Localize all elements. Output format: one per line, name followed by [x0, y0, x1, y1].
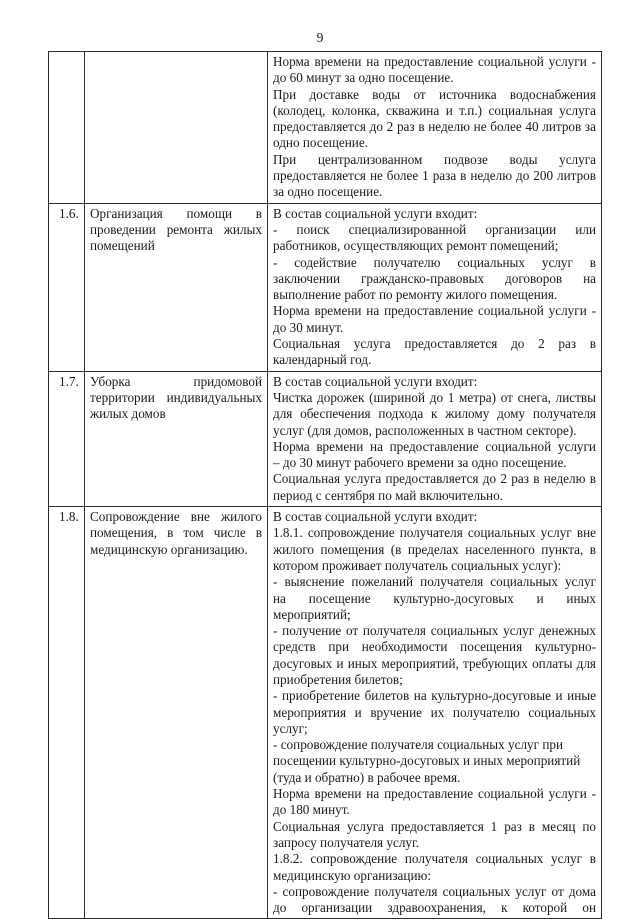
description-line: - приобретение билетов на культурно-досуговые и иные: [273, 688, 596, 704]
description-line: В состав социальной услуги входит:: [273, 373, 478, 389]
description-line: за одно посещение.: [273, 184, 383, 200]
description-line: Норма времени на предоставление социальной услуги -: [273, 303, 596, 319]
description-line: 1.8.1. сопровождение получателя социальных услуг вне: [273, 525, 596, 541]
description-line: Норма времени на предоставление социальной услуги -: [273, 54, 596, 69]
service-name-line: территории индивидуальных: [90, 389, 262, 405]
service-description: [268, 203, 602, 371]
table-row: [49, 507, 602, 919]
description-line: – до 30 минут рабочего времени за одно посещение.: [273, 455, 567, 471]
service-name: [85, 52, 268, 204]
description-line: приобретения билетов;: [273, 671, 403, 687]
description-line: Социальная услуга предоставляется до 2 раз в неделю в: [273, 471, 596, 487]
description-line: - содействие получателю социальных услуг в: [273, 254, 596, 270]
description-line: Социальная услуга предоставляется 1 раз в месяц по: [273, 818, 596, 834]
service-description: [268, 371, 602, 506]
table-row: [49, 371, 602, 506]
description-line: услуг (для домов, расположенных в частном секторе).: [273, 422, 577, 438]
description-line: медицинскую организацию:: [273, 867, 432, 883]
description-line: для обеспечения подхода к жилому дому получателя: [273, 406, 596, 422]
description-line: Норма времени на предоставление социальной услуги: [273, 438, 596, 454]
description-line: мероприятия и вручение их получателю социальных: [273, 704, 596, 720]
services-table: [48, 51, 602, 919]
table-row: [49, 203, 602, 371]
description-line: котором проживает получатель социальных услуг):: [273, 557, 562, 573]
service-name-line: помещения, в том числе в: [90, 525, 262, 541]
description-line: (колодец, колонка, скважина и т.п.) социальная услуга: [273, 102, 596, 118]
row-number: [49, 52, 85, 204]
description-line: Норма времени на предоставление социальной услуги -: [273, 786, 596, 802]
description-line: 1.8.2. сопровождение получателя социальных услуг в: [273, 851, 596, 867]
service-name-line: медицинскую организацию.: [90, 541, 248, 557]
row-number: 1.6.: [49, 203, 85, 371]
table-body: [49, 52, 602, 919]
service-name: [85, 507, 268, 919]
service-name-line: проведении ремонта жилых: [90, 221, 262, 237]
description-line: досуговых и иных мероприятий, требующих оплаты для: [273, 655, 596, 671]
service-name: [85, 203, 268, 371]
description-line: - сопровождение получателя социальных услуг при: [273, 737, 564, 753]
description-line: - сопровождение получателя социальных услуг от дома: [273, 883, 596, 899]
description-line: период с сентября по май включительно.: [273, 487, 504, 503]
service-description: [268, 507, 602, 919]
description-line: При доставке воды от источника водоснабжения: [273, 86, 596, 102]
description-line: заключении гражданско-правовых договоров на: [273, 270, 596, 286]
description-line: одно посещение.: [273, 135, 368, 151]
service-name-line: Организация помощи в: [90, 205, 262, 221]
description-line: При централизованном подвозе воды услуга: [273, 151, 596, 167]
row-number: 1.7.: [49, 371, 85, 506]
service-name-line: Уборка придомовой: [90, 373, 262, 389]
description-line: средств при необходимости посещения культурно-: [273, 639, 596, 655]
description-line: до 60 минут за одно посещение.: [273, 70, 454, 86]
description-line: - поиск специализированной организации или: [273, 221, 596, 237]
description-line: запросу получателя услуг.: [273, 834, 420, 850]
service-name-line: жилых домов: [90, 406, 166, 422]
description-line: жилого помещения (в пределах населенного пункта, в: [273, 541, 596, 557]
description-line: на посещение культурно-досуговых и иных: [273, 590, 596, 606]
description-line: посещении культурно-досуговых и иных мероприятий: [273, 753, 581, 769]
description-line: - выяснение пожеланий получателя социальных услуг: [273, 574, 596, 590]
service-name: [85, 371, 268, 506]
row-number: 1.8.: [49, 507, 85, 919]
description-line: до 180 минут.: [273, 802, 350, 818]
table-row: [49, 52, 602, 204]
description-line: работников, осуществляющих ремонт помещений;: [273, 238, 559, 254]
description-line: В состав социальной услуги входит:: [273, 205, 478, 221]
description-line: до 30 минут.: [273, 319, 344, 335]
description-line: предоставляется до 2 раз в неделю не более 40 литров за: [273, 119, 596, 135]
description-line: Социальная услуга предоставляется до 2 раз в: [273, 336, 596, 352]
page-number: 9: [316, 30, 324, 45]
description-line: (туда и обратно) в рабочее время.: [273, 769, 461, 785]
description-line: календарный год.: [273, 352, 372, 368]
service-description: [268, 52, 602, 204]
description-line: Чистка дорожек (шириной до 1 метра) от снега, листвы: [273, 389, 596, 405]
description-line: предоставляется не более 1 раза в неделю до 200 литров: [273, 168, 596, 184]
description-line: В состав социальной услуги входит:: [273, 509, 478, 525]
description-line: до организации здравоохранения, к которой он: [273, 900, 596, 916]
description-line: выполнение работ по ремонту жилого помещения.: [273, 287, 558, 303]
service-name-line: помещений: [90, 238, 155, 254]
description-line: мероприятий;: [273, 606, 351, 622]
description-line: услуг;: [273, 720, 308, 736]
description-line: - получение от получателя социальных услуг денежных: [273, 623, 596, 639]
service-name-line: Сопровождение вне жилого: [90, 509, 262, 525]
